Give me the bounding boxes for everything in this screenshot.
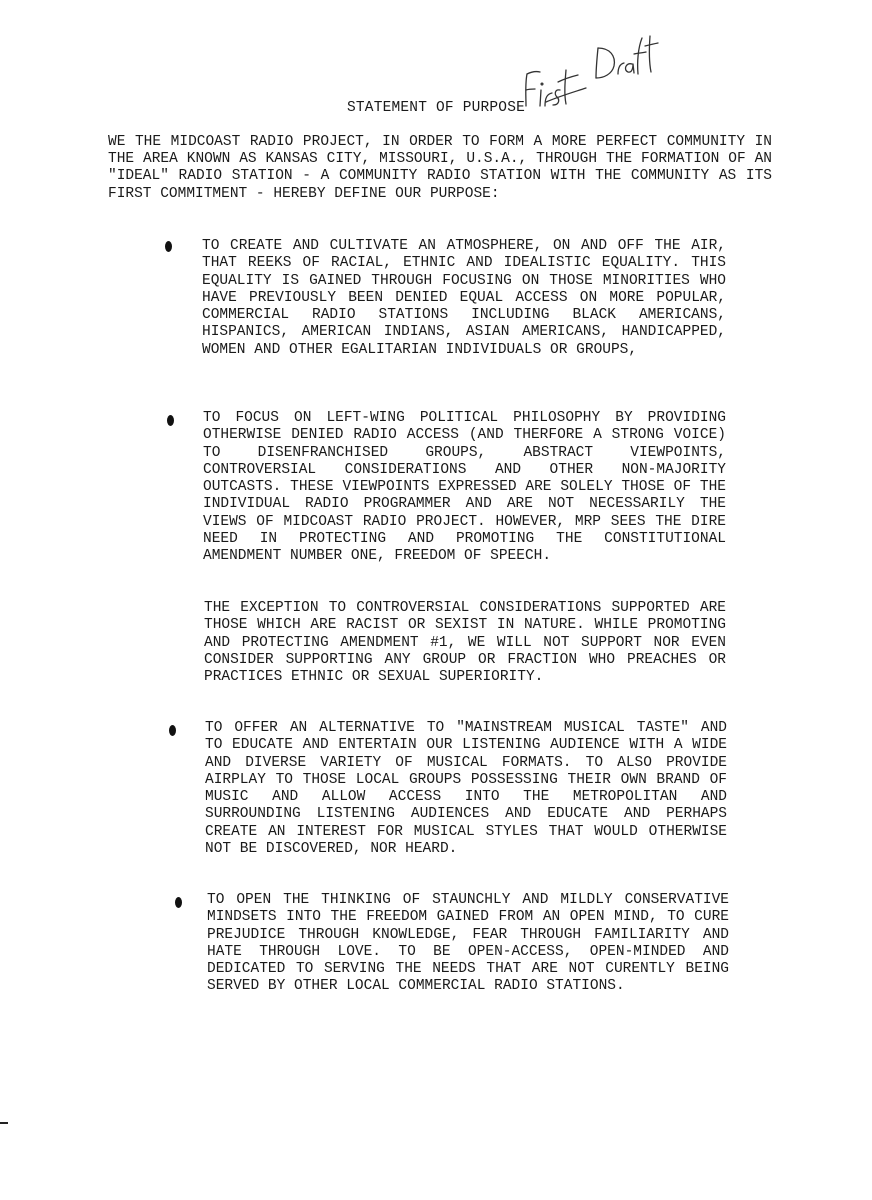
purpose-item-1: TO CREATE AND CULTIVATE AN ATMOSPHERE, ON AND OFF THE AIR, THAT REEKS OF RACIAL, ETHNIC AND IDEALISTIC EQUALITY. THIS EQUALITY IS GAINED THROUGH FOCUSING ON THOSE MINORITIES WHO HAVE PREVIOUSLY BEEN DENIED EQUAL ACCESS ON MORE POPULAR, COMMERCIAL RADIO STATIONS INCLUDING BLACK AMERICANS, HISPANICS, AMERICAN INDIANS, ASIAN AMERICANS, HANDICAPPED, WOMEN AND OTHER EGALITARIAN INDIVIDUALS OR GROUPS,	[202, 238, 726, 358]
purpose-item-3: TO OFFER AN ALTERNATIVE TO "MAINSTREAM MUSICAL TASTE" AND TO EDUCATE AND ENTERTAIN OUR LISTENING AUDIENCE WITH A WIDE AND DIVERSE VARIETY OF MUSICAL FORMATS. TO ALSO PROVIDE AIRPLAY TO THOSE LOCAL GROUPS POSSESSING THEIR OWN BRAND OF MUSIC AND ALLOW ACCESS INTO THE METROPOLITAN AND SURROUNDING LISTENING AUDIENCES AND EDUCATE AND PERHAPS CREATE AN INTEREST FOR MUSICAL STYLES THAT WOULD OTHERWISE NOT BE DISCOVERED, NOR HEARD.	[205, 720, 727, 858]
bullet-icon	[167, 415, 174, 426]
exception-paragraph: THE EXCEPTION TO CONTROVERSIAL CONSIDERATIONS SUPPORTED ARE THOSE WHICH ARE RACIST OR SEXIST IN NATURE. WHILE PROMOTING AND PROTECTING AMENDMENT #1, WE WILL NOT SUPPORT NOR EVEN CONSIDER SUPPORTING ANY GROUP OR FRACTION WHO PREACHES OR PRACTICES ETHNIC OR SEXUAL SUPERIORITY.	[204, 600, 726, 686]
purpose-item-2: TO FOCUS ON LEFT-WING POLITICAL PHILOSOPHY BY PROVIDING OTHERWISE DENIED RADIO ACCESS (AND THERFORE A STRONG VOICE) TO DISENFRANCHISED GROUPS, ABSTRACT VIEWPOINTS, CONTROVERSIAL CONSIDERATIONS AND OTHER NON-MAJORITY OUTCASTS. THESE VIEWPOINTS EXPRESSED ARE SOLELY THOSE OF THE INDIVIDUAL RADIO PROGRAMMER AND ARE NOT NECESSARILY THE VIEWS OF MIDCOAST RADIO PROJECT. HOWEVER, MRP SEES THE DIRE NEED IN PROTECTING AND PROMOTING THE CONSTITUTIONAL AMENDMENT NUMBER ONE, FREEDOM OF SPEECH.	[203, 410, 726, 565]
handwritten-first-draft-mark	[520, 18, 660, 113]
bullet-icon	[165, 241, 172, 252]
handwritten-annotation	[520, 18, 660, 113]
margin-scan-mark	[0, 1122, 8, 1124]
intro-paragraph: WE THE MIDCOAST RADIO PROJECT, IN ORDER TO FORM A MORE PERFECT COMMUNITY IN THE AREA KNOWN AS KANSAS CITY, MISSOURI, U.S.A., THROUGH THE FORMATION OF AN "IDEAL" RADIO STATION - A COMMUNITY RADIO STATION WITH THE COMMUNITY AS ITS FIRST COMMITMENT - HEREBY DEFINE OUR PURPOSE:	[108, 134, 772, 202]
bullet-icon	[169, 725, 176, 736]
document-title: STATEMENT OF PURPOSE	[346, 100, 526, 116]
bullet-icon	[175, 897, 182, 908]
purpose-item-4: TO OPEN THE THINKING OF STAUNCHLY AND MILDLY CONSERVATIVE MINDSETS INTO THE FREEDOM GAINED FROM AN OPEN MIND, TO CURE PREJUDICE THROUGH KNOWLEDGE, FEAR THROUGH FAMILIARITY AND HATE THROUGH LOVE. TO BE OPEN-ACCESS, OPEN-MINDED AND DEDICATED TO SERVING THE NEEDS THAT ARE NOT CURENTLY BEING SERVED BY OTHER LOCAL COMMERCIAL RADIO STATIONS.	[207, 892, 729, 995]
